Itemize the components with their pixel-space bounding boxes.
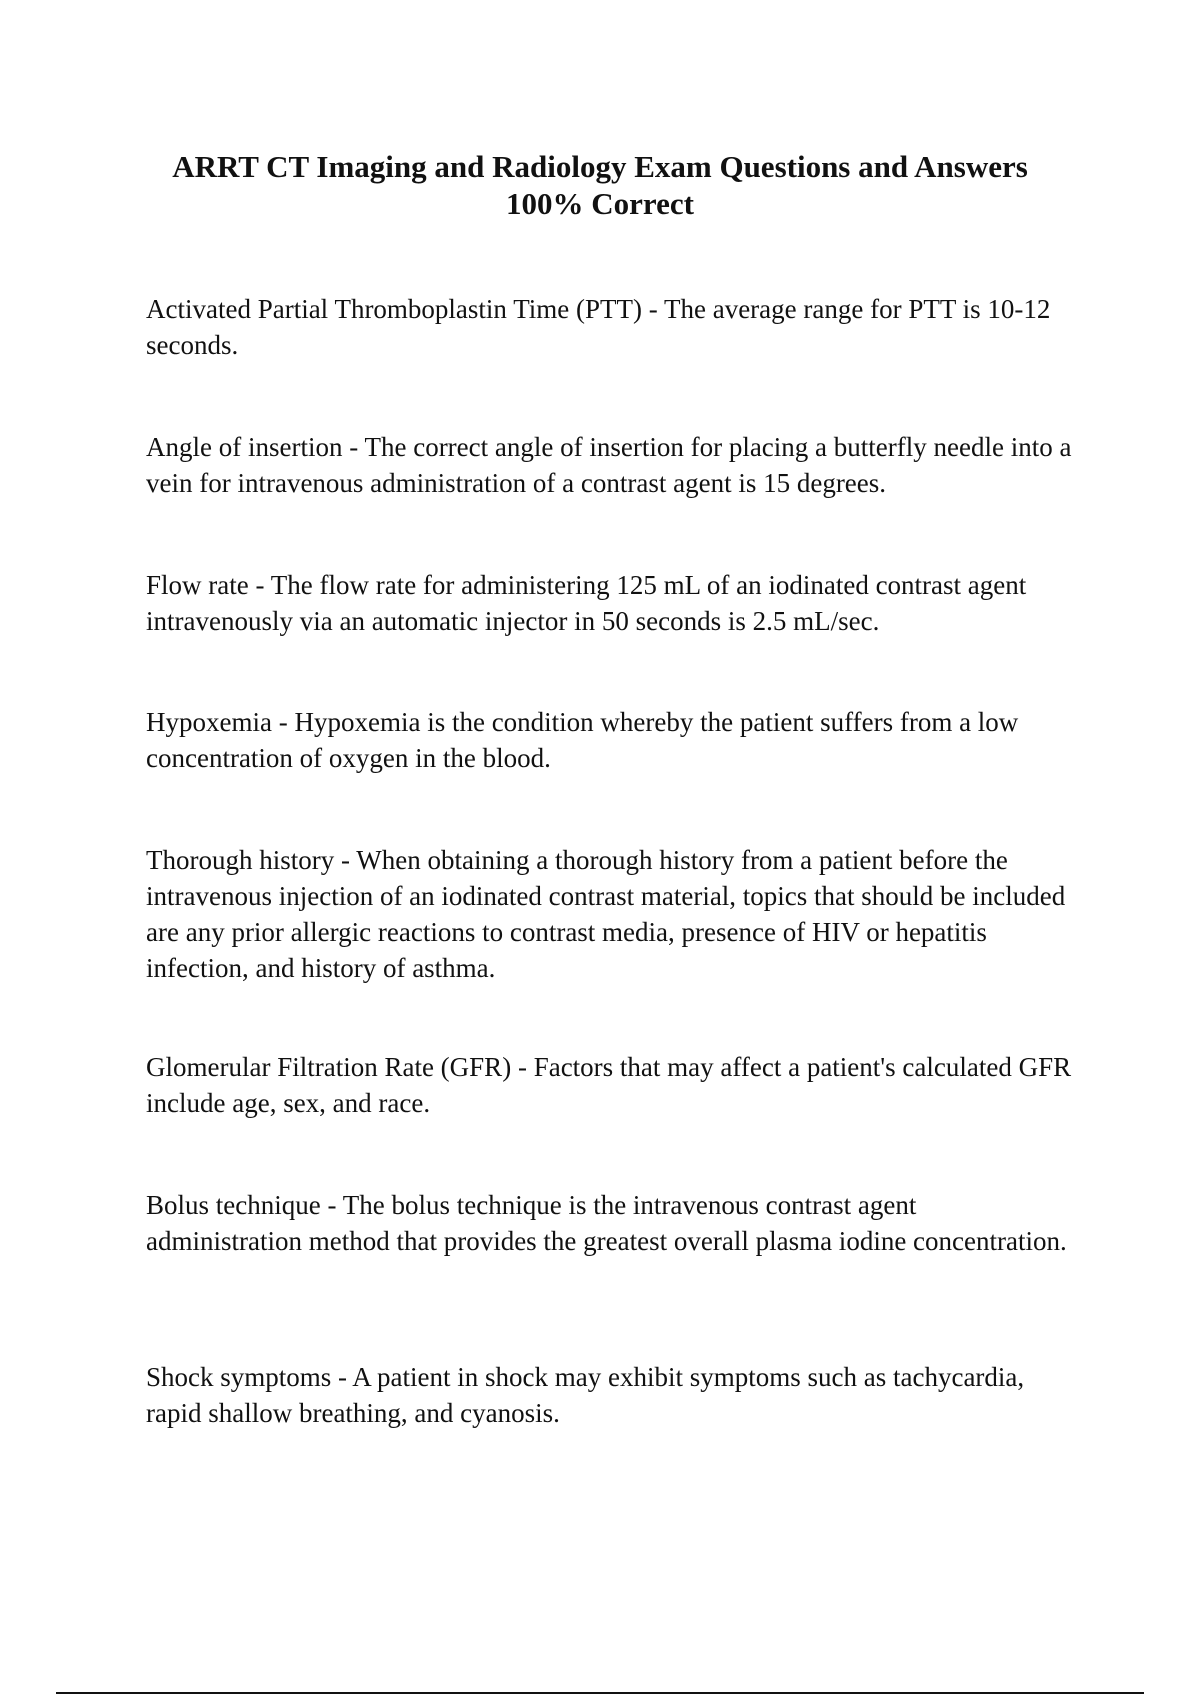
- qa-entry-ptt: [146, 291, 1076, 363]
- entry-separator: -: [320, 1190, 343, 1220]
- qa-entry-angle-of-insertion: [146, 429, 1076, 501]
- qa-entry-shock-symptoms: [146, 1359, 1076, 1431]
- entry-term: Angle of insertion: [146, 432, 343, 462]
- entry-definition: The flow rate for administering 125 mL of an iodinated contrast agent intravenously via an automatic injector in 50 seconds is 2.5 mL/sec.: [146, 570, 1027, 636]
- entry-term: Hypoxemia: [146, 707, 272, 737]
- qa-entry-flow-rate: [146, 567, 1076, 639]
- entry-separator: -: [331, 1362, 353, 1392]
- page-title: [140, 148, 1060, 222]
- qa-entry-thorough-history: [146, 842, 1076, 986]
- entry-term: Activated Partial Thromboplastin Time (PTT): [146, 294, 642, 324]
- entry-definition: Hypoxemia is the condition whereby the patient suffers from a low concentration of oxygen in the blood.: [146, 707, 1019, 773]
- entry-separator: -: [334, 845, 357, 875]
- entry-definition: A patient in shock may exhibit symptoms such as tachycardia, rapid shallow breathing, and cyanosis.: [146, 1362, 1025, 1428]
- qa-entry-bolus-technique: [146, 1187, 1076, 1259]
- footer-divider: [56, 1692, 1144, 1694]
- entry-separator: -: [248, 570, 271, 600]
- entry-term: Flow rate: [146, 570, 249, 600]
- entry-term: Glomerular Filtration Rate (GFR): [146, 1052, 512, 1082]
- entry-term: Bolus technique: [146, 1190, 321, 1220]
- qa-entry-hypoxemia: [146, 704, 1076, 776]
- entry-definition: The bolus technique is the intravenous contrast agent administration method that provides the greatest overall plasma iodine concentration.: [146, 1190, 1067, 1256]
- entry-separator: -: [641, 294, 664, 324]
- page-title-line2: 100% Correct: [506, 186, 694, 221]
- entry-separator: -: [271, 707, 295, 737]
- entry-definition: The average range for PTT is 10-12 seconds.: [146, 294, 1051, 360]
- page-title-line1: ARRT CT Imaging and Radiology Exam Questions and Answers: [172, 149, 1028, 184]
- entry-separator: -: [342, 432, 365, 462]
- entry-definition: The correct angle of insertion for placing a butterfly needle into a vein for intravenous administration of a contrast agent is 15 degrees.: [146, 432, 1072, 498]
- entry-definition: Factors that may affect a patient's calculated GFR include age, sex, and race.: [146, 1052, 1072, 1118]
- qa-entry-gfr: [146, 1049, 1076, 1121]
- entry-separator: -: [511, 1052, 534, 1082]
- entry-definition: When obtaining a thorough history from a patient before the intravenous injection of an iodinated contrast material, topics that should be included are any prior allergic reactions to contrast media, presence of HIV or hepatitis infection, and history of asthma.: [146, 845, 1066, 983]
- entry-term: Shock symptoms: [146, 1362, 332, 1392]
- entry-term: Thorough history: [146, 845, 335, 875]
